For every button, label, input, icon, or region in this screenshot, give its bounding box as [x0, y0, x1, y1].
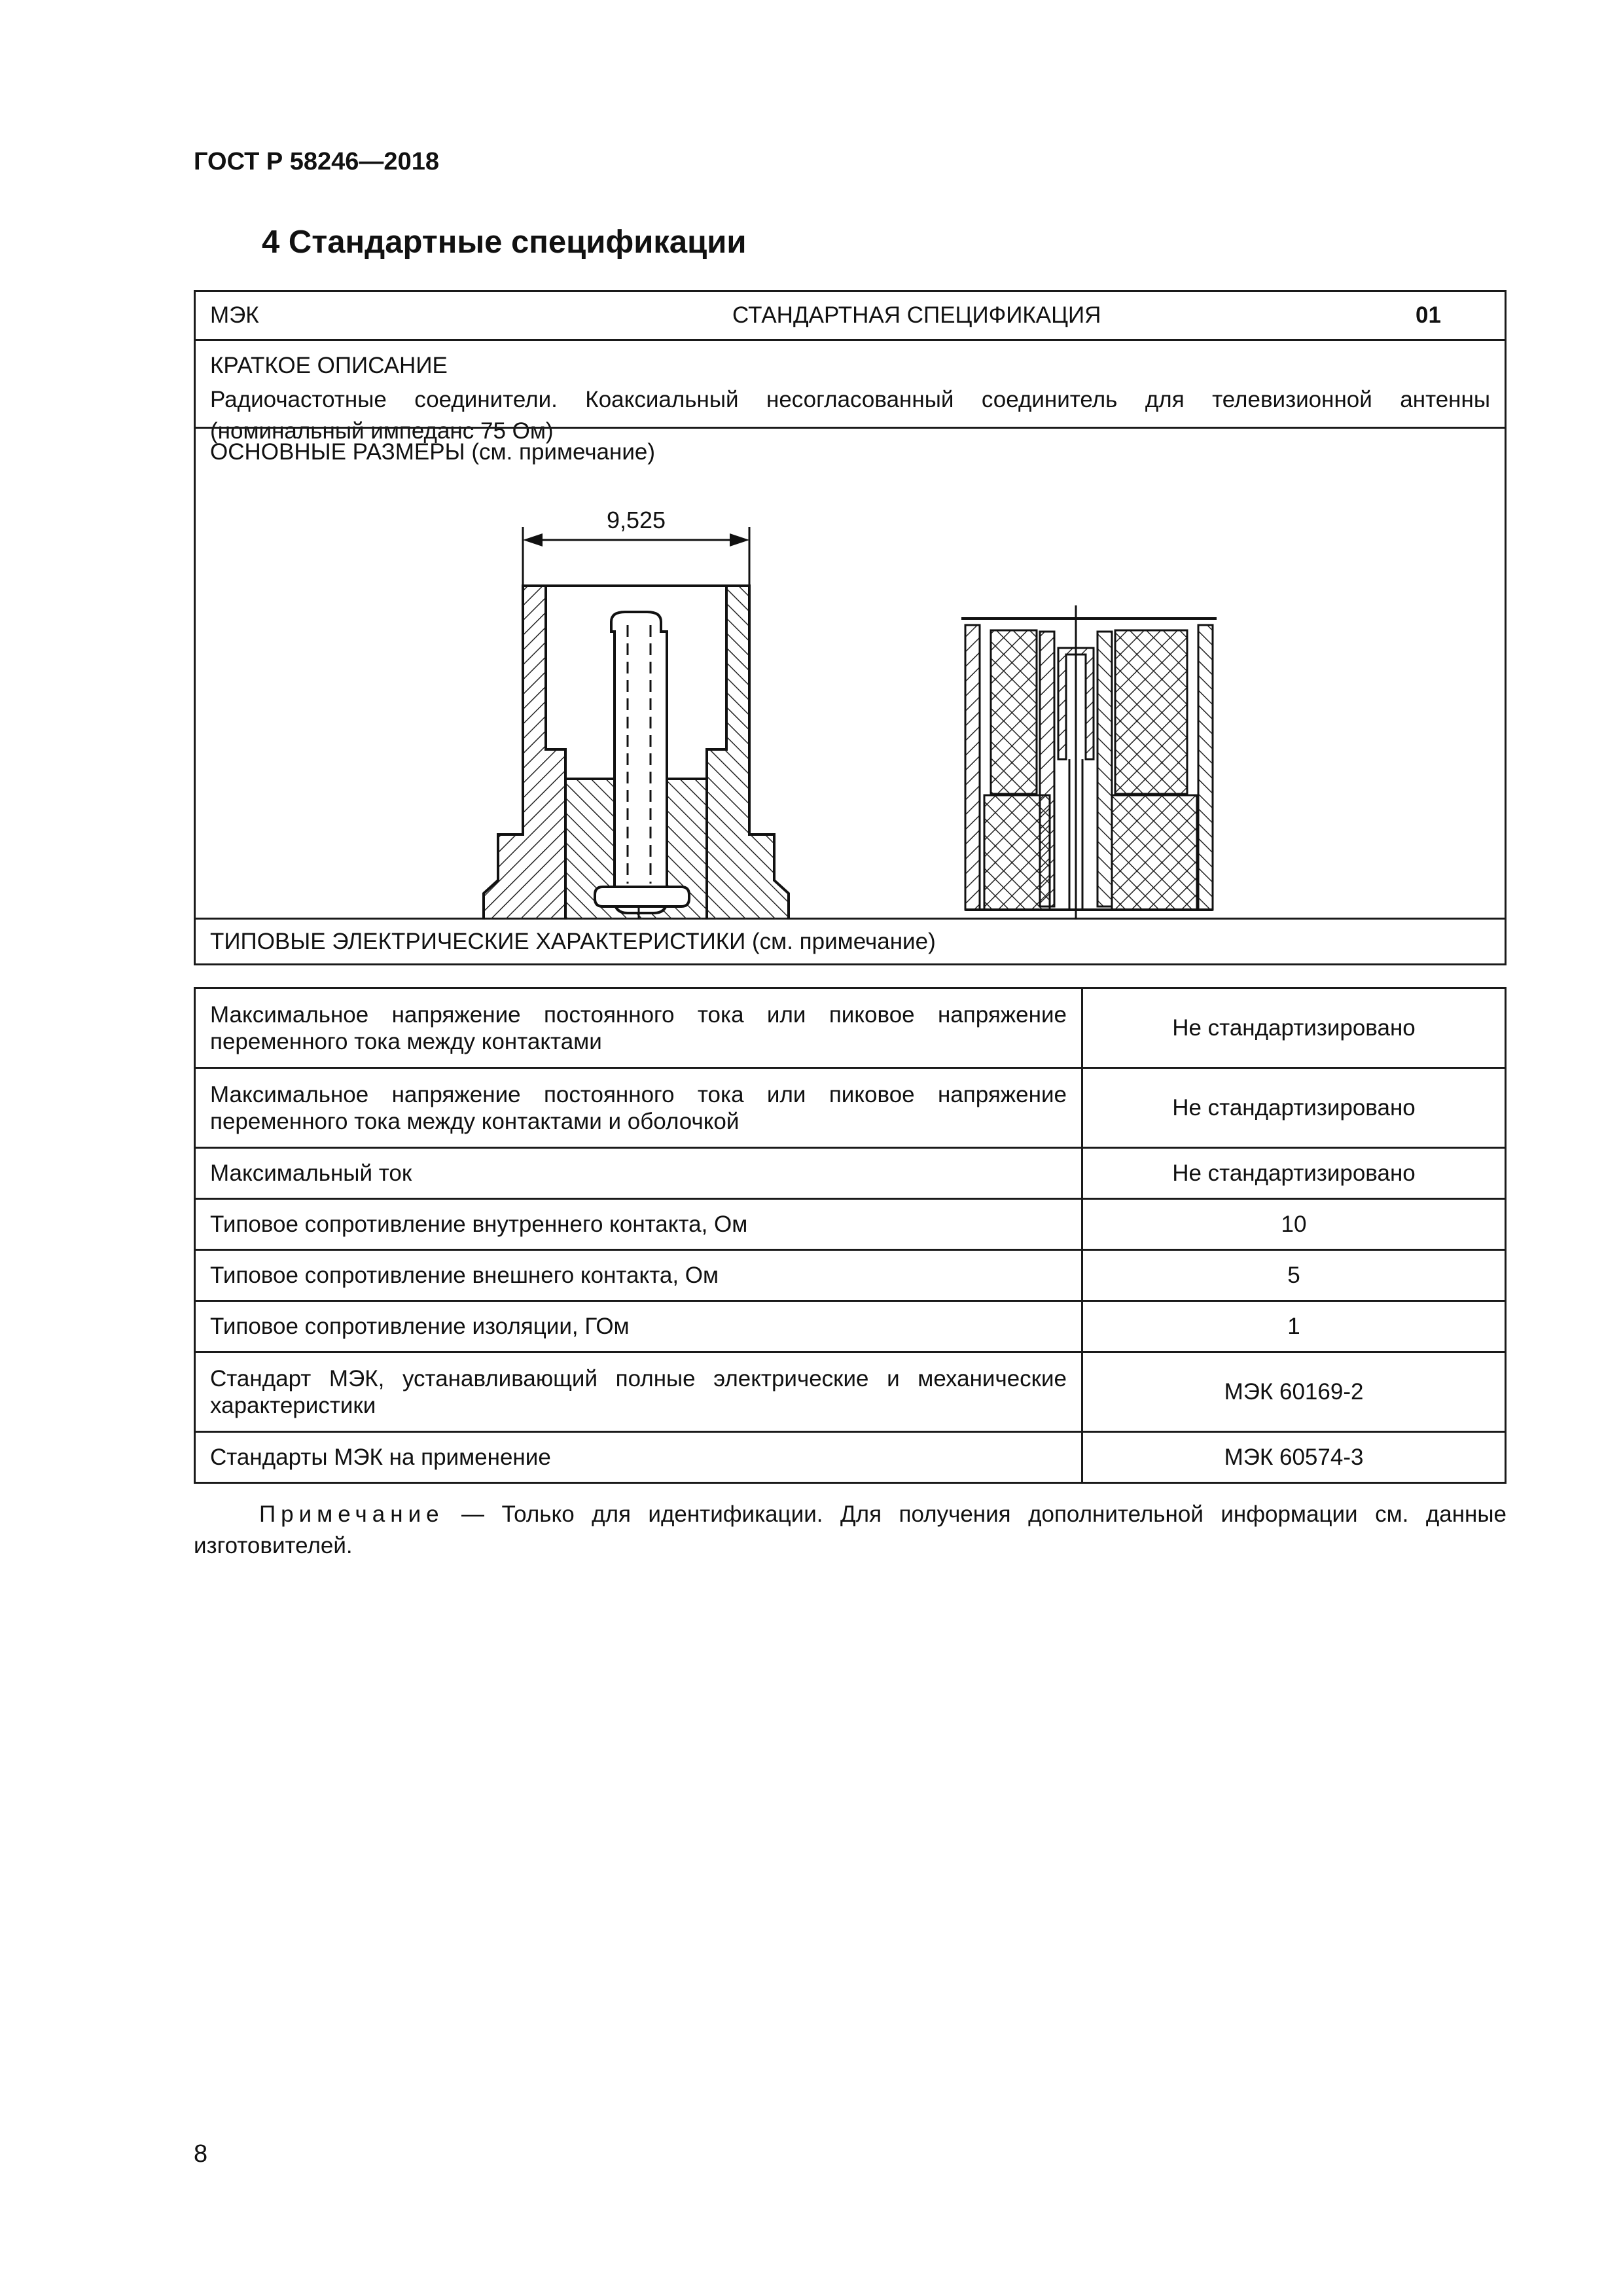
dimensions-caption: ОСНОВНЫЕ РАЗМЕРЫ (см. примечание)	[210, 439, 656, 465]
plug-section-drawing	[484, 507, 789, 920]
table-row	[194, 1431, 1507, 1484]
table-row	[194, 1198, 1507, 1249]
table-row	[194, 1351, 1507, 1431]
characteristic-value: МЭК 60574-3	[1224, 1444, 1364, 1470]
characteristic-value: Не стандартизировано	[1172, 1094, 1416, 1121]
iec-label: МЭК	[210, 302, 259, 328]
short-description-cell	[194, 339, 1507, 444]
short-description-text: Радиочастотные соединители. Коаксиальный несогласованный соединитель для телевизионной антенны (номинальный импеданс 75 Ом)	[210, 387, 1490, 444]
table-row	[194, 1249, 1507, 1300]
characteristic-value: Не стандартизировано	[1172, 1160, 1416, 1186]
section-title: 4 Стандартные спецификации	[262, 224, 747, 260]
connector-drawings	[196, 429, 1505, 920]
dimensions-cell	[194, 427, 1507, 918]
spec-number: 01	[1416, 302, 1441, 328]
note-paragraph	[194, 1499, 1507, 1562]
characteristic-value: 1	[1287, 1313, 1300, 1339]
characteristic-name: Максимальное напряжение постоянного тока или пиковое напряжение переменного тока между контактами	[196, 989, 1083, 1067]
characteristic-value: МЭК 60169-2	[1224, 1378, 1364, 1405]
characteristic-name: Максимальное напряжение постоянного тока или пиковое напряжение переменного тока между контактами и оболочкой	[196, 1069, 1083, 1147]
specification-table	[194, 290, 1507, 965]
spec-header-row	[194, 290, 1507, 339]
characteristic-name: Максимальный ток	[196, 1149, 1083, 1198]
note-text: — Только для идентификации. Для получения дополнительной информации см. данные изготовителей.	[194, 1501, 1507, 1558]
characteristic-name: Стандарты МЭК на применение	[196, 1433, 1083, 1482]
characteristic-value: 10	[1281, 1211, 1307, 1237]
jack-section-drawing	[961, 605, 1217, 920]
standard-header: ГОСТ Р 58246—2018	[194, 148, 439, 175]
spec-label: СТАНДАРТНАЯ СПЕЦИФИКАЦИЯ	[732, 302, 1101, 328]
table-row	[194, 1300, 1507, 1351]
short-description-caption: КРАТКОЕ ОПИСАНИЕ	[210, 353, 448, 378]
characteristics-table	[194, 987, 1507, 1484]
characteristic-name: Типовое сопротивление внутреннего контакта, Ом	[196, 1200, 1083, 1249]
characteristic-value: Не стандартизировано	[1172, 1014, 1416, 1041]
electrical-caption: ТИПОВЫЕ ЭЛЕКТРИЧЕСКИЕ ХАРАКТЕРИСТИКИ (см. примечание)	[194, 918, 1507, 965]
table-row	[194, 1067, 1507, 1147]
characteristic-name: Типовое сопротивление изоляции, ГОм	[196, 1302, 1083, 1351]
note-label: Примечание	[259, 1501, 444, 1527]
table-row	[194, 1147, 1507, 1198]
dimension-value: 9,525	[606, 507, 666, 533]
characteristic-value: 5	[1287, 1262, 1300, 1288]
characteristic-name: Типовое сопротивление внешнего контакта, Ом	[196, 1251, 1083, 1300]
characteristic-name: Стандарт МЭК, устанавливающий полные электрические и механические характеристики	[196, 1353, 1083, 1431]
page-number: 8	[194, 2140, 208, 2168]
table-row	[194, 987, 1507, 1067]
